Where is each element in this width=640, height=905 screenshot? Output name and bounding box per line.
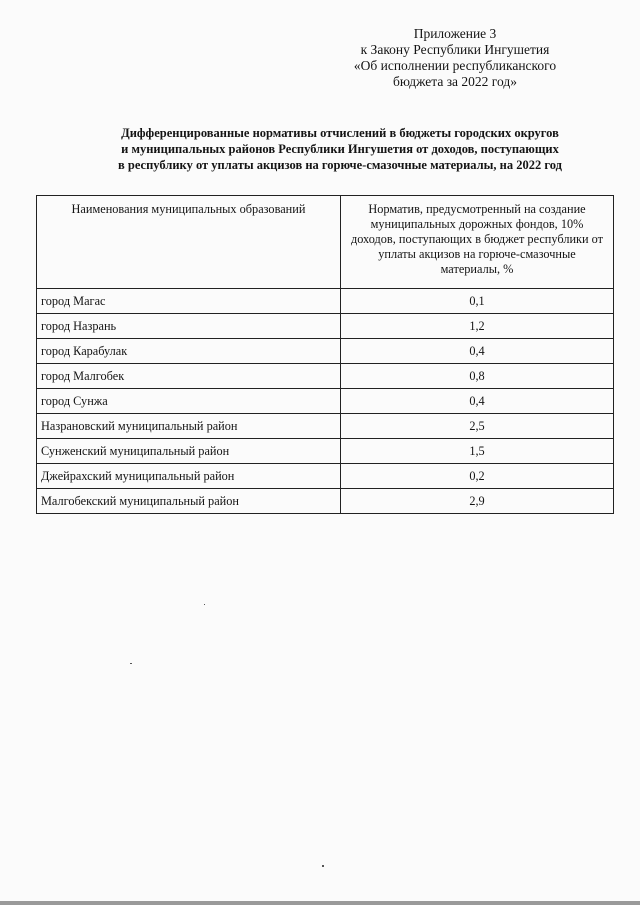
norm-value-cell: 0,1 [341, 289, 614, 314]
header-municipality: Наименования муниципальных образований [37, 196, 341, 289]
title-line: в республику от уплаты акцизов на горюче-смазочные материалы, на 2022 год [118, 158, 562, 172]
norms-table [36, 195, 614, 514]
title-line: Дифференцированные нормативы отчислений в бюджеты городских округов [121, 126, 559, 140]
municipality-cell: Малгобекский муниципальный район [37, 489, 341, 514]
norm-value-cell: 0,8 [341, 364, 614, 389]
table-row [37, 439, 614, 464]
municipality-cell: Назрановский муниципальный район [37, 414, 341, 439]
norm-value-cell: 0,4 [341, 339, 614, 364]
table-row [37, 489, 614, 514]
norm-value-cell: 0,2 [341, 464, 614, 489]
municipality-cell: Джейрахский муниципальный район [37, 464, 341, 489]
appendix-line: «Об исполнении республиканского [353, 58, 557, 73]
appendix-line: бюджета за 2022 год» [393, 74, 517, 89]
table-row [37, 314, 614, 339]
municipality-cell: город Магас [37, 289, 341, 314]
appendix-line: к Закону Республики Ингушетия [360, 42, 550, 57]
table-row [37, 414, 614, 439]
municipality-cell: город Сунжа [37, 389, 341, 414]
norm-value-cell: 1,5 [341, 439, 614, 464]
table-row [37, 339, 614, 364]
norm-value-cell: 1,2 [341, 314, 614, 339]
table-row [37, 289, 614, 314]
municipality-cell: город Карабулак [37, 339, 341, 364]
table-row [37, 464, 614, 489]
scan-speck [322, 865, 324, 867]
table-header-row [37, 196, 614, 289]
municipality-cell: Сунженский муниципальный район [37, 439, 341, 464]
scan-speck [130, 663, 132, 664]
municipality-cell: город Малгобек [37, 364, 341, 389]
document-title [60, 125, 620, 173]
norm-value-cell: 0,4 [341, 389, 614, 414]
scan-speck [204, 604, 205, 605]
header-norm: Норматив, предусмотренный на создание муниципальных дорожных фондов, 10% доходов, поступающих в бюджет республики от уплаты акцизов на горюче-смазочные материалы, % [341, 196, 614, 289]
appendix-note [325, 26, 585, 90]
norm-value-cell: 2,9 [341, 489, 614, 514]
table-row [37, 364, 614, 389]
scan-edge [0, 901, 640, 905]
title-line: и муниципальных районов Республики Ингушетия от доходов, поступающих [121, 142, 559, 156]
appendix-line: Приложение 3 [413, 26, 497, 41]
table-row [37, 389, 614, 414]
municipality-cell: город Назрань [37, 314, 341, 339]
norm-value-cell: 2,5 [341, 414, 614, 439]
